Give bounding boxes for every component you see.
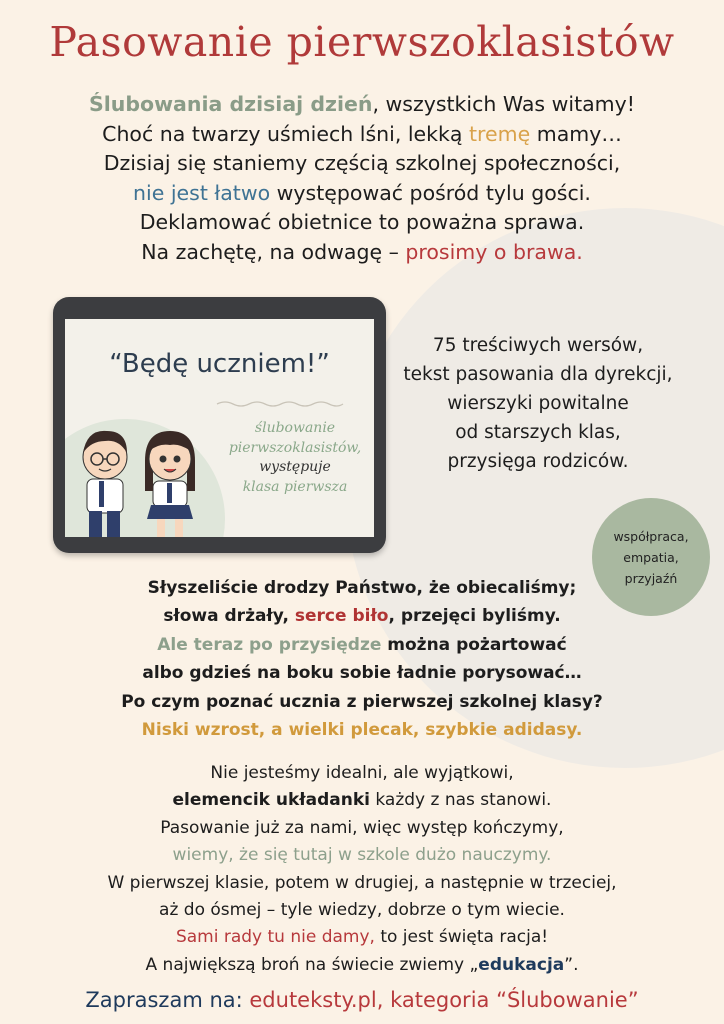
poem-line: elemencik układanki każdy z nas stanowi. (172, 790, 552, 811)
footer-invite (0, 988, 724, 1012)
badge-line: empatia, (623, 549, 679, 565)
badge-line: współpraca, (613, 528, 689, 544)
poem-line: słowa drżały, serce biło, przejęci byliśmy. (163, 606, 561, 627)
promo-line: od starszych klas, (455, 422, 621, 443)
stanza-closing (0, 760, 724, 979)
poem-line: W pierwszej klasie, potem w drugiej, a następnie w trzeciej, (107, 872, 617, 893)
page-title: Pasowanie pierwszoklasistów (49, 18, 675, 66)
product-description (383, 331, 693, 476)
footer-label: Zapraszam na: (85, 988, 250, 1012)
poem-line: Niski wzrost, a wielki plecak, szybkie adidasy. (141, 720, 583, 741)
stanza-welcome (0, 90, 724, 268)
students-illustration (69, 401, 209, 537)
tablet-mockup (53, 297, 386, 553)
poem-line: nie jest łatwo występować pośród tylu gości. (133, 180, 591, 205)
poem-line: Dzisiaj się staniemy częścią szkolnej społeczności, (103, 151, 621, 176)
promo-line: przysięga rodziców. (447, 451, 629, 472)
promo-line: 75 treściwych wersów, (432, 335, 644, 356)
poem-line: Pasowanie już za nami, więc występ kończymy, (160, 817, 564, 838)
footer-link[interactable]: eduteksty.pl, kategoria “Ślubowanie” (249, 988, 639, 1012)
girl-figure (145, 431, 195, 537)
tablet-title: “Będę uczniem!” (109, 349, 330, 379)
stanza-promise (0, 574, 724, 744)
poem-line: Deklamować obietnice to poważna sprawa. (139, 210, 585, 235)
poem-line: aż do ósmej – tyle wiedzy, dobrze o tym wiecie. (159, 900, 565, 921)
poem-line: A największą broń na świecie zwiemy „edukacja”. (145, 954, 579, 975)
promo-line: wierszyki powitalne (447, 393, 629, 414)
poem-line: Ślubowania dzisiaj dzień, wszystkich Was witamy! (88, 92, 636, 116)
poem-line: albo gdzieś na boku sobie ładnie porysować… (142, 663, 582, 684)
boy-figure (83, 431, 127, 537)
tablet-subtitle: ślubowanie pierwszoklasistów, występuje klasa pierwsza (228, 420, 362, 495)
poem-line: Nie jesteśmy idealni, ale wyjątkowi, (210, 763, 514, 783)
badge-line: przyjaźń (624, 570, 678, 586)
wave-decoration (215, 399, 345, 409)
poem-line: Sami rady tu nie damy, to jest święta racja! (175, 927, 549, 948)
poem-line: Na zachętę, na odwagę – prosimy o brawa. (141, 239, 583, 264)
poem-line: wiemy, że się tutaj w szkole dużo nauczymy. (172, 845, 552, 866)
poem-line: Po czym poznać ucznia z pierwszej szkolnej klasy? (121, 691, 603, 712)
poem-line: Ale teraz po przysiędze można pożartować (157, 634, 567, 655)
promo-line: tekst pasowania dla dyrekcji, (403, 364, 673, 385)
poem-line: Choć na twarzy uśmiech lśni, lekką tremę mamy… (102, 121, 622, 146)
poem-line: Słyszeliście drodzy Państwo, że obiecaliśmy; (147, 578, 577, 598)
tablet-screen (65, 319, 374, 537)
